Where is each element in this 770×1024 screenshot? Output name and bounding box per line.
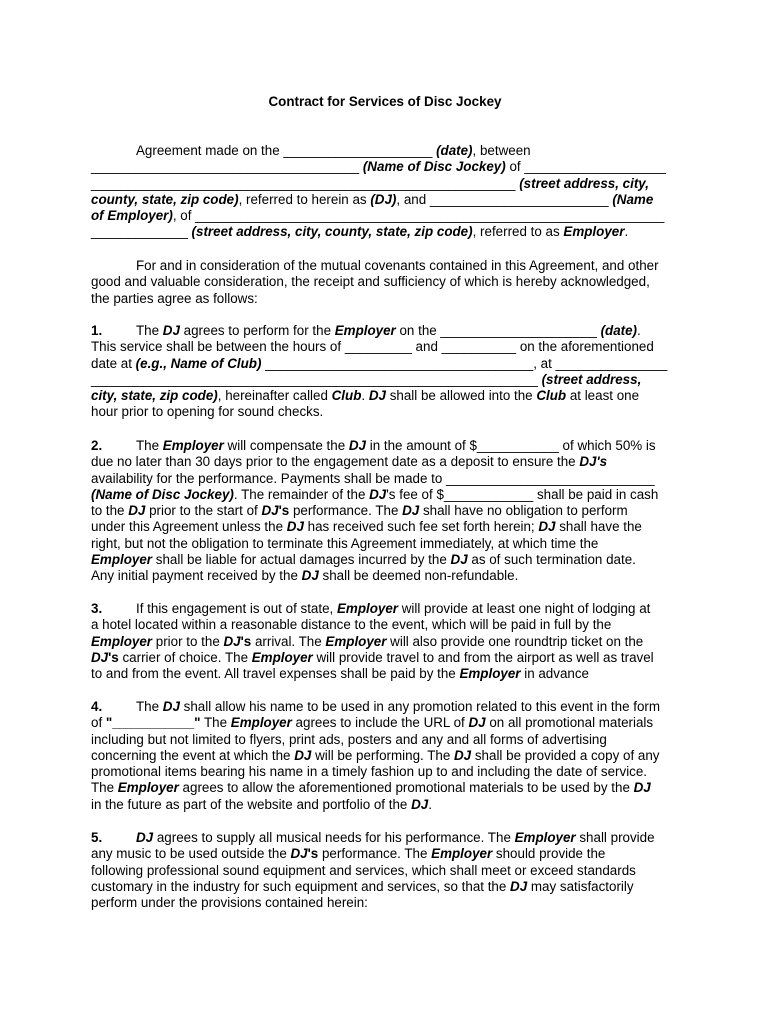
section-4-paragraph [91, 699, 681, 813]
section-2-line-6: under this Agreement unless the DJ has received such fee set forth herein; DJ shall have the [91, 519, 642, 535]
section-4-line-2: of "___________" The Employer agrees to include the URL of DJ on all promotional materials [91, 715, 654, 731]
section-2-line-4: (Name of Disc Jockey). The remainder of the DJ's fee of $____________ shall be paid in cash [91, 486, 659, 502]
consideration-line-2: good and valuable consideration, the receipt and sufficiency of which is hereby acknowledged, [91, 274, 650, 290]
intro-line-1: Agreement made on the ____________________ (date), between [136, 143, 531, 158]
section-1-paragraph [91, 323, 681, 421]
section-5-paragraph [91, 830, 681, 911]
section-3-line-2: a hotel located within a reasonable distance to the event, which will be paid in full by the [91, 617, 612, 633]
section-2-line-8: Employer shall be liable for actual damages incurred by the DJ as of such termination date. [91, 552, 636, 568]
section-5-line-1: 5. DJ agrees to supply all musical needs for his performance. The Employer shall provide [91, 830, 655, 845]
section-2-line-7: right, but not the obligation to terminate this Agreement immediately, at which time the [91, 535, 599, 551]
section-3-line-4: DJ's carrier of choice. The Employer will provide travel to and from the airport as well as travel [91, 649, 654, 665]
section-number: 3. [91, 601, 103, 616]
intro-line-6: _____________ (street address, city, county, state, zip code), referred to as Employer. [91, 224, 629, 240]
section-5-line-2: any music to be used outside the DJ's performance. The Employer should provide the [91, 846, 606, 862]
agreement-intro-paragraph [91, 143, 681, 241]
consideration-line-1: For and in consideration of the mutual covenants contained in this Agreement, and other [136, 258, 659, 273]
section-2-line-3: availability for the performance. Payments shall be made to ____________________________ [91, 470, 655, 486]
intro-line-3: _________________________________________________________ (street address, city, [91, 175, 649, 191]
document-title: Contract for Services of Disc Jockey [268, 94, 502, 109]
section-3-paragraph [91, 601, 681, 682]
section-number: 5. [91, 830, 103, 845]
section-4-line-6: The Employer agrees to allow the aforementioned promotional materials to be used by the DJ [91, 780, 651, 796]
section-1-line-5: city, state, zip code), hereinafter called Club. DJ shall be allowed into the Club at least one [91, 388, 640, 404]
section-4-line-4: concerning the event at which the DJ will be performing. The DJ shall be provided a copy of any [91, 747, 660, 763]
section-2-line-5: to the DJ prior to the start of DJ's performance. The DJ shall have no obligation to perform [91, 503, 628, 519]
section-1-line-1: 1. The DJ agrees to perform for the Employer on the _____________________ (date). [91, 323, 641, 338]
intro-line-2: ____________________________________ (Name of Disc Jockey) of ___________________ [91, 159, 666, 175]
section-3-line-5: to and from the event. All travel expenses shall be paid by the Employer in advance [91, 666, 589, 682]
section-3-line-3: Employer prior to the DJ's arrival. The Employer will also provide one roundtrip ticket on the [91, 633, 644, 649]
section-1-line-6: hour prior to opening for sound checks. [91, 404, 324, 420]
section-4-line-1: 4. The DJ shall allow his name to be used in any promotion related to this event in the form [91, 699, 661, 714]
section-5-line-3: following professional sound equipment and services, which shall meet or exceed standards [91, 862, 636, 878]
section-5-line-4: customary in the industry for such equipment and services, so that the DJ may satisfactorily [91, 878, 634, 894]
intro-line-4: county, state, zip code), referred to herein as (DJ), and ________________________ (Name [91, 191, 654, 207]
section-number: 4. [91, 699, 103, 714]
section-1-line-4: ____________________________________________________________ (street address, [91, 371, 642, 387]
section-number: 1. [91, 323, 103, 338]
section-5-line-5: perform under the provisions contained herein: [91, 895, 368, 911]
intro-line-5: of Employer), of _______________________________________________________________ [91, 208, 665, 224]
section-2-line-9: Any initial payment received by the DJ shall be deemed non-refundable. [91, 568, 519, 584]
section-4-line-5: promotional items bearing his name in a timely fashion up to and including the date of service. [91, 764, 648, 780]
section-4-line-3: including but not limited to flyers, print ads, posters and any and all forms of advertising [91, 731, 607, 747]
consideration-line-3: the parties agree as follows: [91, 290, 258, 306]
section-1-line-2: This service shall be between the hours of _________ and __________ on the aforementioned [91, 339, 654, 355]
section-4-line-7: in the future as part of the website and portfolio of the DJ. [91, 796, 432, 812]
section-2-line-2: due no later than 30 days prior to the engagement date as a deposit to ensure the DJ's [91, 454, 608, 470]
section-number: 2. [91, 438, 103, 453]
section-2-line-1: 2. The Employer will compensate the DJ in the amount of $___________ of which 50% is [91, 438, 656, 453]
section-1-line-3: date at (e.g., Name of Club) ____________________________________, at _______________ [91, 355, 668, 371]
section-2-paragraph [91, 438, 681, 585]
section-3-line-1: 3. If this engagement is out of state, Employer will provide at least one night of lodging at [91, 601, 651, 616]
consideration-paragraph [91, 258, 681, 307]
